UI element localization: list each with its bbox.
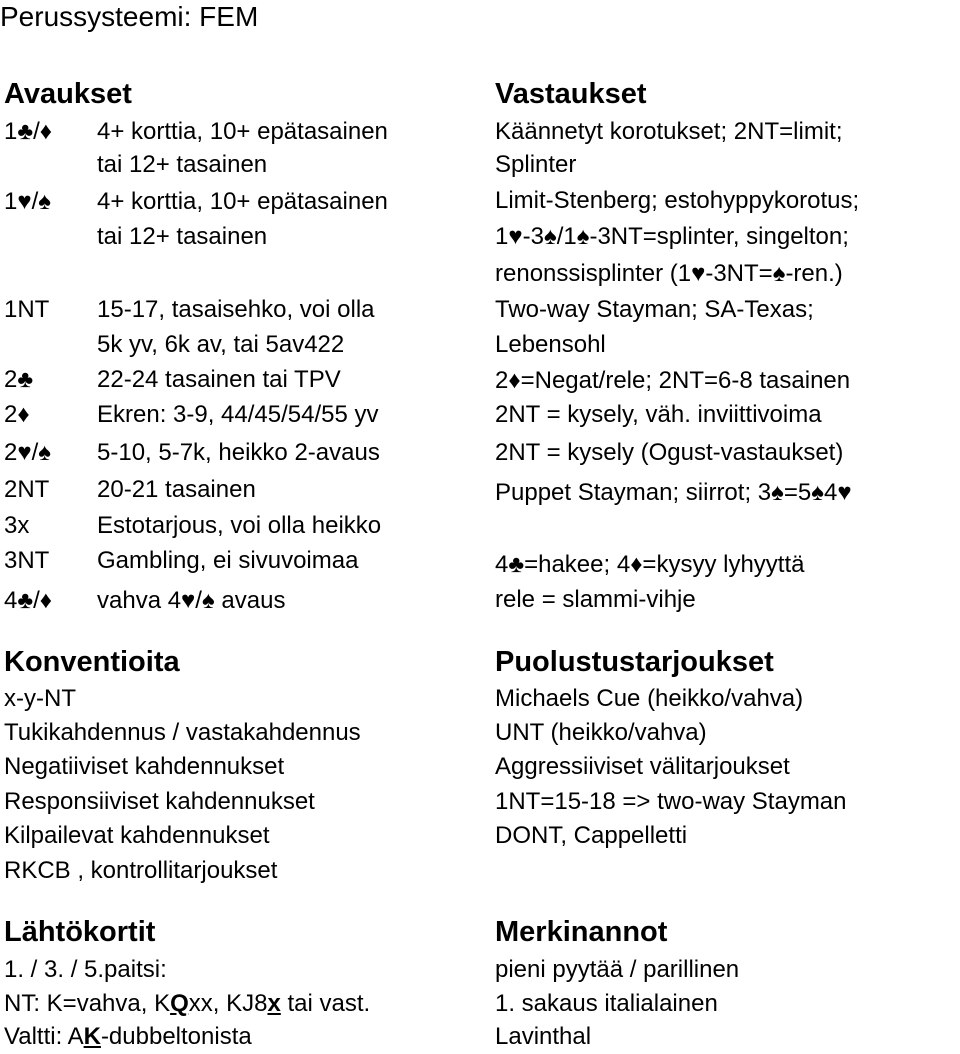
lead-underlined-card: Q	[170, 990, 189, 1017]
section-heading-lahtokortit: Lähtökortit	[4, 916, 156, 948]
lead-text: -dubbeltonista	[100, 1023, 252, 1050]
section-heading-avaukset: Avaukset	[4, 78, 132, 110]
opening-description: tai 12+ tasainen	[97, 151, 268, 178]
lead-underlined-card: x	[267, 990, 281, 1017]
opening-code: 2♦	[4, 401, 30, 428]
response-line: 2NT = kysely, väh. inviittivoima	[495, 401, 822, 428]
lead-text: tai vast.	[280, 990, 371, 1017]
opening-description: 5-10, 5-7k, heikko 2-avaus	[97, 439, 380, 466]
defense-line: Aggressiiviset välitarjoukset	[495, 753, 790, 780]
opening-description: 4+ korttia, 10+ epätasainen	[97, 118, 388, 145]
opening-description: 15-17, tasaisehko, voi olla	[97, 296, 375, 323]
defense-line: 1NT=15-18 => two-way Stayman	[495, 788, 847, 815]
response-line: Splinter	[495, 151, 577, 178]
convention-line: Kilpailevat kahdennukset	[4, 822, 270, 849]
response-line: Käännetyt korotukset; 2NT=limit;	[495, 118, 843, 145]
response-line: rele = slammi-vihje	[495, 586, 696, 613]
opening-code: 3NT	[4, 547, 50, 574]
section-heading-konventioita: Konventioita	[4, 646, 180, 678]
response-line: 4♣=hakee; 4♦=kysyy lyhyyttä	[495, 551, 805, 578]
response-line: Limit-Stenberg; estohyppykorotus;	[495, 187, 860, 214]
lead-text: xx, KJ8	[188, 990, 268, 1017]
response-line: Two-way Stayman; SA-Texas;	[495, 296, 814, 323]
lead-line: 1. / 3. / 5.paitsi:	[4, 956, 167, 983]
response-line: renonssisplinter (1♥-3NT=♠-ren.)	[495, 260, 843, 287]
defense-line: DONT, Cappelletti	[495, 822, 688, 849]
lead-text: Valtti: A	[4, 1023, 84, 1050]
opening-code: 1NT	[4, 296, 50, 323]
opening-code: 2♣	[4, 366, 34, 393]
opening-description: Estotarjous, voi olla heikko	[97, 512, 382, 539]
opening-description: 4+ korttia, 10+ epätasainen	[97, 188, 388, 215]
signal-line: Lavinthal	[495, 1023, 592, 1050]
opening-description: vahva 4♥/♠ avaus	[97, 587, 286, 614]
opening-code: 3x	[4, 512, 30, 539]
lead-line	[4, 989, 370, 1019]
convention-line: RKCB , kontrollitarjoukset	[4, 857, 278, 884]
opening-description: tai 12+ tasainen	[97, 223, 268, 250]
opening-description: Gambling, ei sivuvoimaa	[97, 547, 359, 574]
signal-line: 1. sakaus italialainen	[495, 990, 718, 1017]
response-line: 2♦=Negat/rele; 2NT=6-8 tasainen	[495, 367, 851, 394]
response-line: 1♥-3♠/1♠-3NT=splinter, singelton;	[495, 223, 849, 250]
convention-line: Tukikahdennus / vastakahdennus	[4, 719, 361, 746]
opening-description: 5k yv, 6k av, tai 5av422	[97, 331, 345, 358]
response-line: Puppet Stayman; siirrot; 3♠=5♠4♥	[495, 479, 852, 506]
opening-code: 1♥/♠	[4, 188, 52, 215]
response-line: Lebensohl	[495, 331, 606, 358]
section-heading-merkinannot: Merkinannot	[495, 916, 668, 948]
convention-line: x-y-NT	[4, 685, 76, 712]
defense-line: UNT (heikko/vahva)	[495, 719, 707, 746]
opening-description: 20-21 tasainen	[97, 476, 256, 503]
response-line: 2NT = kysely (Ogust-vastaukset)	[495, 439, 844, 466]
signal-line: pieni pyytää / parillinen	[495, 956, 740, 983]
defense-line: Michaels Cue (heikko/vahva)	[495, 685, 804, 712]
convention-line: Negatiiviset kahdennukset	[4, 753, 285, 780]
page-title: Perussysteemi: FEM	[0, 1, 259, 32]
lead-underlined-card: K	[83, 1023, 101, 1050]
lead-line	[4, 1022, 252, 1052]
opening-code: 2NT	[4, 476, 50, 503]
opening-code: 2♥/♠	[4, 439, 52, 466]
opening-description: 22-24 tasainen tai TPV	[97, 366, 341, 393]
lead-text: NT: K=vahva, K	[4, 990, 171, 1017]
convention-line: Responsiiviset kahdennukset	[4, 788, 315, 815]
opening-code: 1♣/♦	[4, 118, 53, 145]
opening-code: 4♣/♦	[4, 587, 53, 614]
section-heading-vastaukset: Vastaukset	[495, 78, 647, 110]
section-heading-puolustustarjoukset: Puolustustarjoukset	[495, 646, 774, 678]
opening-description: Ekren: 3-9, 44/45/54/55 yv	[97, 401, 379, 428]
